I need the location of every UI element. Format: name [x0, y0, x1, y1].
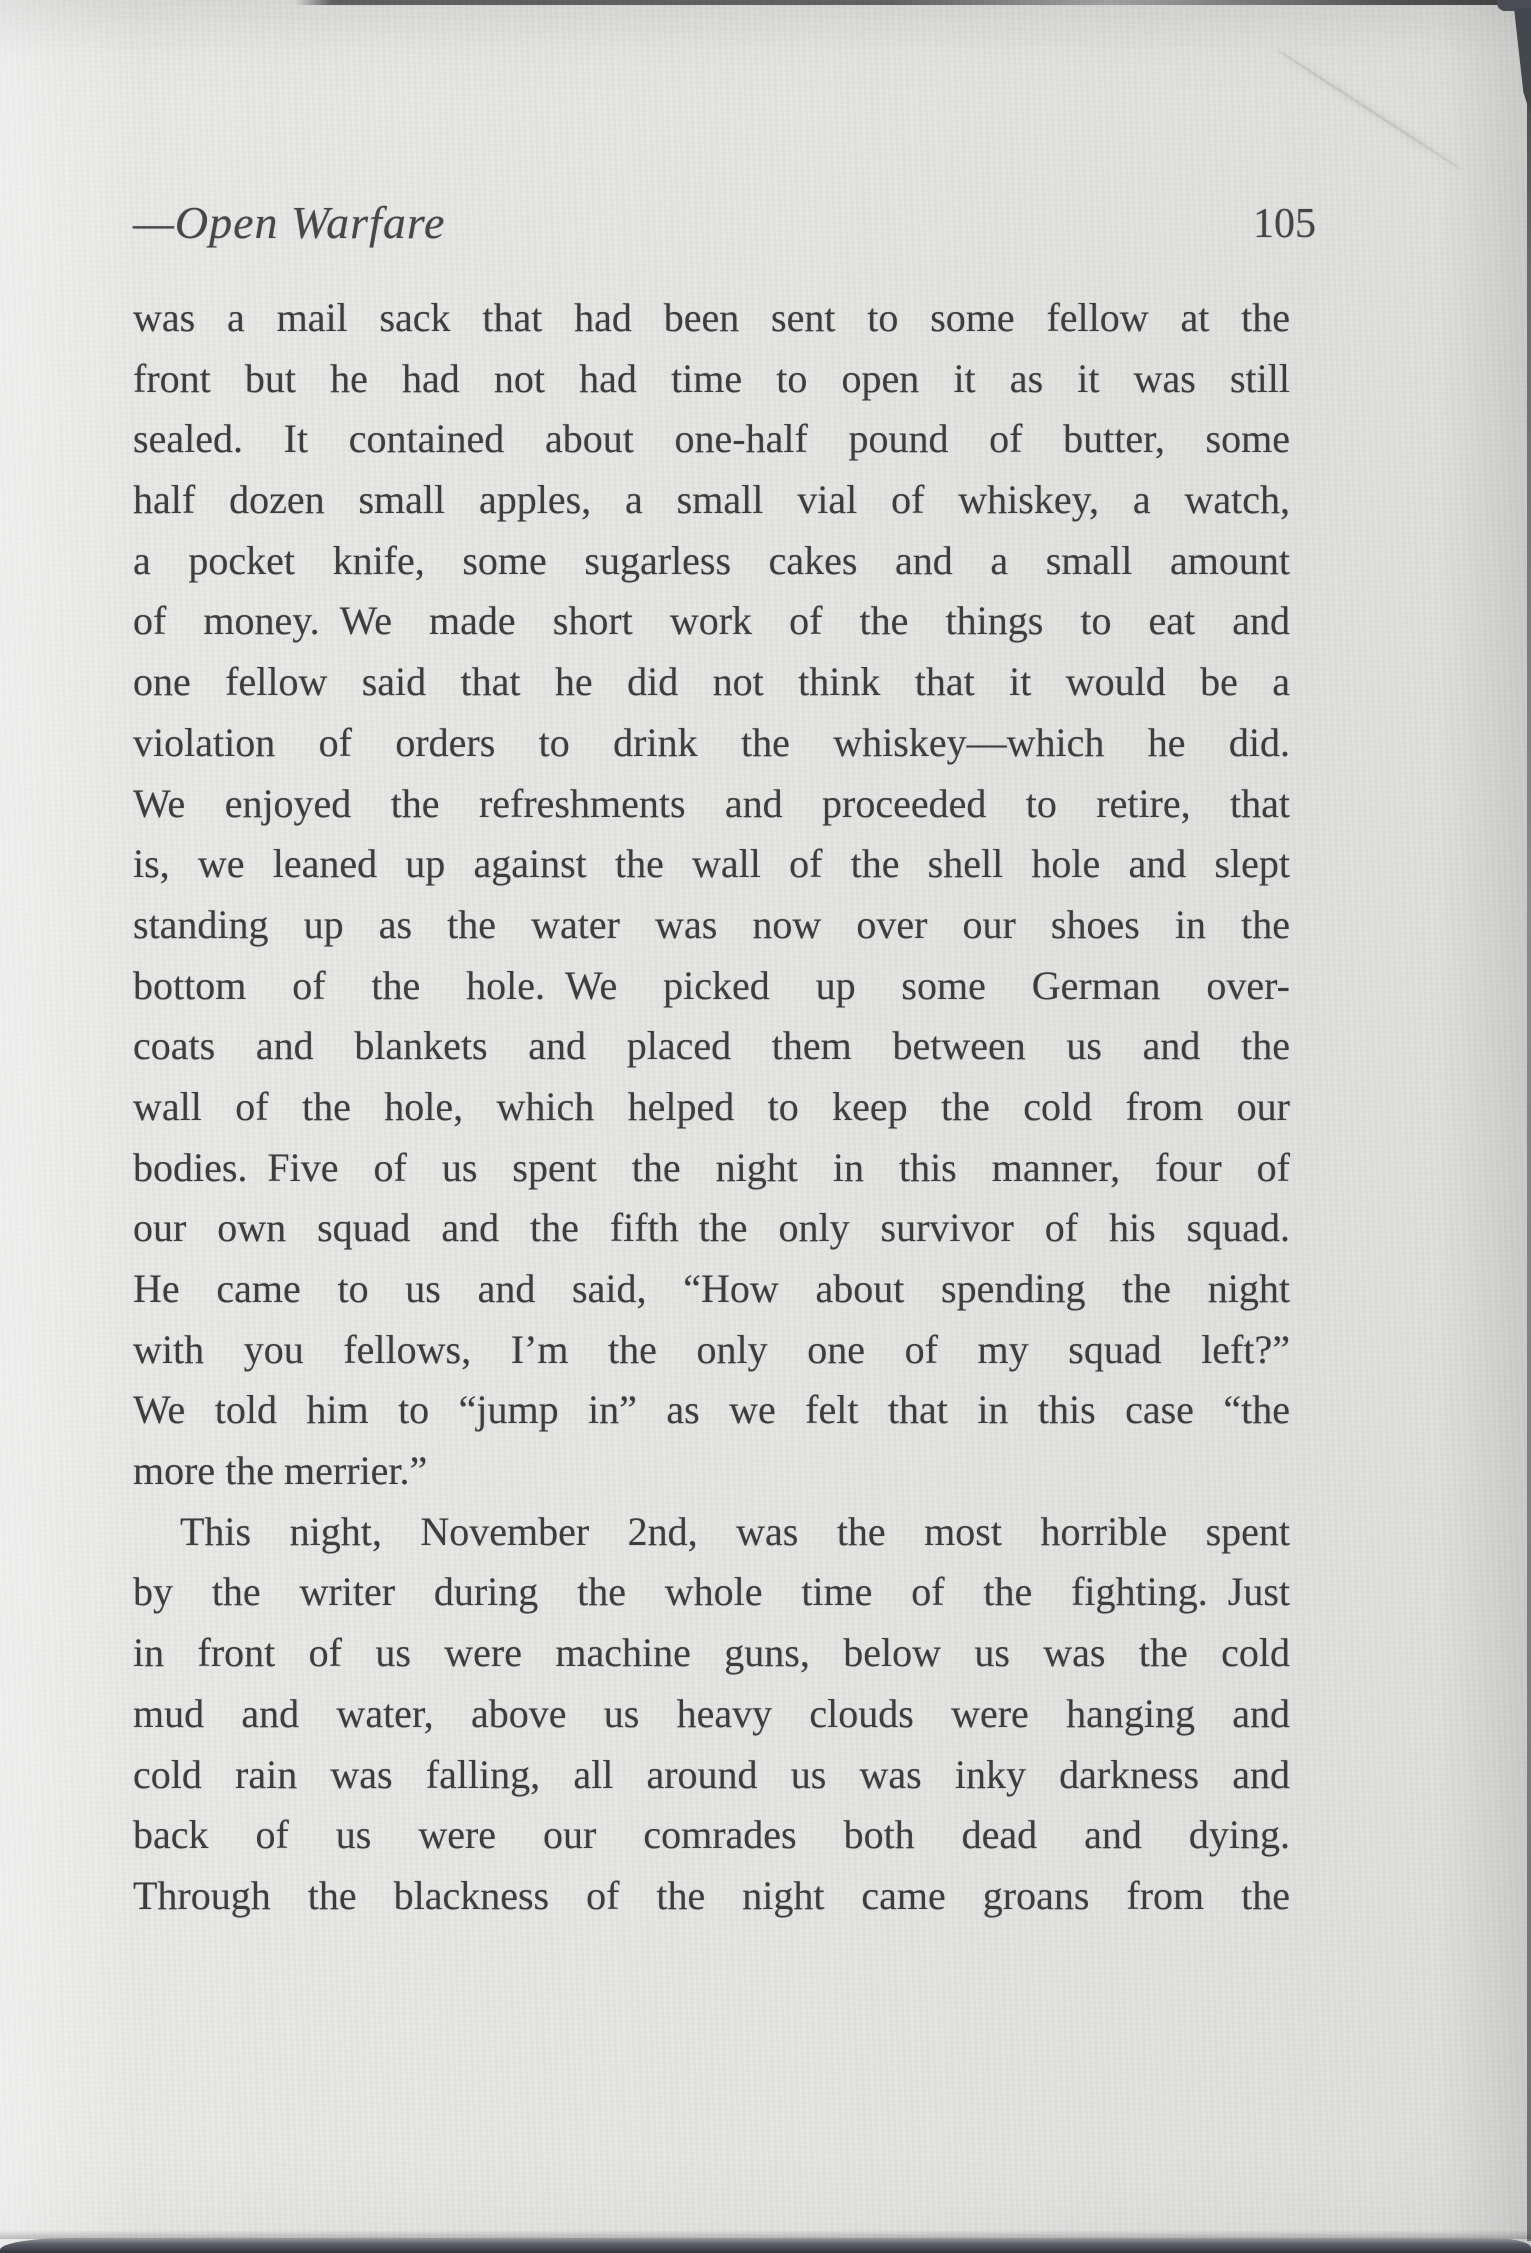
scan-edge-bottom: [0, 2238, 1531, 2253]
page-body: [133, 288, 1290, 1927]
text-line: He came to us and said, “How about spending the night: [133, 1266, 1290, 1311]
text-line: back of us were our comrades both dead and dying.: [133, 1812, 1290, 1858]
text-line: with you fellows, I’m the only one of my squad left?”: [133, 1326, 1290, 1372]
text-line: half dozen small apples, a small vial of whiskey, a watch,: [133, 477, 1290, 523]
scan-edge-top: [295, 0, 1531, 5]
text-line: We told him to “jump in” as we felt that in this case “the: [133, 1387, 1290, 1433]
paper-crease: [1276, 48, 1462, 170]
text-line: a pocket knife, some sugarless cakes and a small amount: [133, 537, 1290, 583]
text-line: was a mail sack that had been sent to some fellow at the: [133, 295, 1290, 340]
text-line: front but he had not had time to open it as it was still: [133, 355, 1290, 401]
text-line: our own squad and the fifth the only survivor of his squad.: [133, 1205, 1290, 1251]
text-line: standing up as the water was now over our shoes in the: [133, 901, 1290, 947]
text-line: wall of the hole, which helped to keep the cold from our: [133, 1083, 1290, 1129]
scan-corner-wedge: [1514, 8, 1531, 116]
text-line: more the merrier.”: [133, 1448, 428, 1494]
page-header: [133, 196, 1316, 258]
paragraph: [133, 288, 1290, 1502]
text-line: in front of us were machine guns, below us was the cold: [133, 1630, 1290, 1676]
text-line: mud and water, above us heavy clouds were hanging and: [133, 1690, 1290, 1736]
text-line: coats and blankets and placed them between us and the: [133, 1023, 1290, 1069]
text-line: one fellow said that he did not think that it would be a: [133, 659, 1290, 705]
text-line: of money. We made short work of the things to eat and: [133, 598, 1290, 644]
text-line: is, we leaned up against the wall of the shell hole and slept: [133, 841, 1290, 887]
text-line: We enjoyed the refreshments and proceeded to retire, that: [133, 780, 1290, 826]
text-line: This night, November 2nd, was the most horrible spent: [180, 1508, 1290, 1554]
scan-edge-right: [1527, 4, 1531, 2241]
text-line: sealed. It contained about one-half pound of butter, some: [133, 416, 1290, 462]
text-line: cold rain was falling, all around us was inky darkness and: [133, 1751, 1290, 1797]
text-line: Through the blackness of the night came groans from the: [133, 1872, 1290, 1918]
page-number: 105: [1253, 201, 1316, 247]
text-line: bodies. Five of us spent the night in this manner, four of: [133, 1144, 1290, 1190]
paragraph: [133, 1502, 1290, 1927]
running-title: —Open Warfare: [133, 197, 446, 248]
text-line: violation of orders to drink the whiskey—which he did.: [133, 719, 1290, 765]
text-line: bottom of the hole. We picked up some German over-: [133, 962, 1290, 1008]
text-line: by the writer during the whole time of the fighting. Just: [133, 1569, 1290, 1615]
